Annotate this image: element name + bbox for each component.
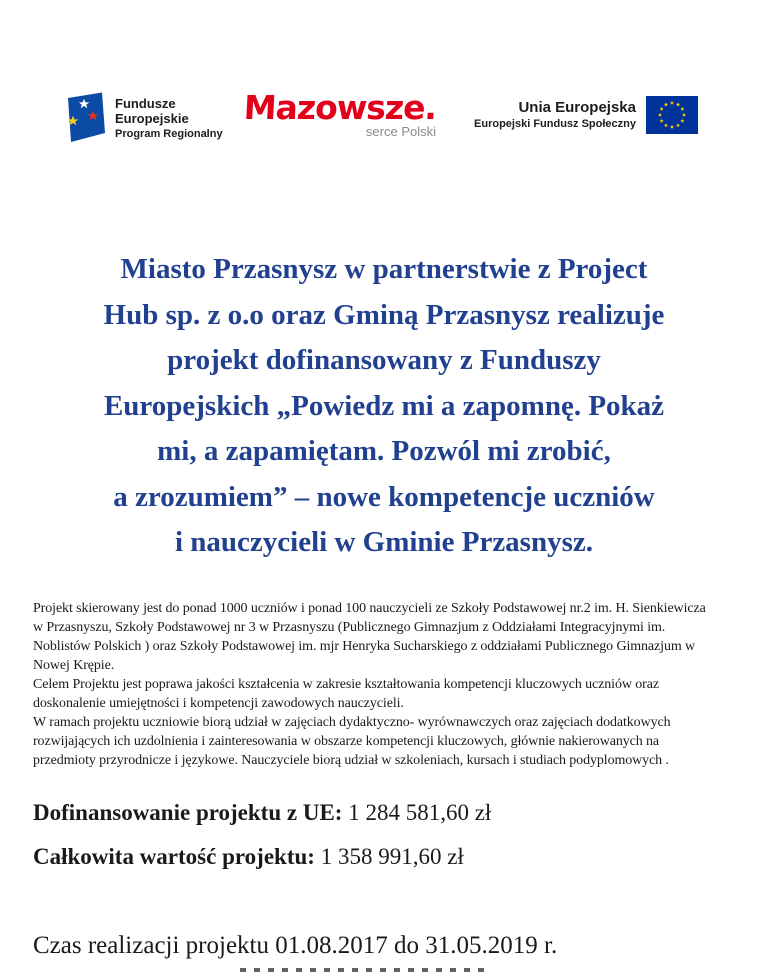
fundusze-europejskie-flag-icon [60, 92, 106, 144]
description-line: Projekt skierowany jest do ponad 1000 uczniów i ponad 100 nauczycieli ze Szkoły Podstawowej nr.2 im. H. Sienkiewicza [33, 601, 706, 616]
unia-line1: Unia Europejska [518, 99, 636, 116]
project-description [33, 599, 745, 770]
total-value-label: Całkowita wartość projektu: [33, 844, 315, 869]
total-value-value: 1 358 991,60 zł [314, 844, 464, 869]
eu-funding-line [33, 800, 491, 826]
description-line: Nowej Krępie. [33, 658, 115, 673]
description-line: w Przasnyszu, Szkoły Podstawowej nr 3 w Przasnyszu (Publicznego Gimnazjum z Oddziałami Integracyjnymi im. [33, 620, 666, 635]
unia-line2: Europejski Fundusz Społeczny [474, 118, 636, 130]
title-line: Miasto Przasnysz w partnerstwie z Project [120, 253, 648, 285]
title-line: i nauczycieli w Gminie Przasnysz. [174, 526, 594, 558]
page-title [0, 247, 768, 566]
mazowsze-wordmark: Mazowsze. [242, 88, 438, 127]
unia-europejska-text [474, 99, 636, 130]
title-line: projekt dofinansowany z Funduszy [167, 344, 601, 376]
fundusze-line1: Fundusze [115, 96, 176, 111]
fundusze-europejskie-text [115, 96, 223, 140]
fundusze-line3: Program Regionalny [115, 128, 223, 140]
description-line: doskonalenie umiejętności i kompetencji zawodowych nauczycieli. [33, 696, 404, 711]
title-line: mi, a zapamiętam. Pozwól mi zrobić, [157, 435, 611, 467]
description-line: przedmioty przyrodnicze i językowe. Nauczyciele biorą udział w szkoleniach, kursach i studiach podyplomowych . [33, 753, 669, 768]
eu-funding-value: 1 284 581,60 zł [342, 800, 492, 825]
logo-unia-europejska [474, 96, 698, 134]
total-value-line [33, 844, 464, 870]
logo-mazowsze [230, 90, 450, 139]
eu-funding-label: Dofinansowanie projektu z UE: [33, 800, 343, 825]
description-line: W ramach projektu uczniowie biorą udział w zajęciach dydaktyczno- wyrównawczych oraz zajęciach dodatkowych [33, 715, 671, 730]
fundusze-line2: Europejskie [115, 111, 189, 126]
description-line: Celem Projektu jest poprawa jakości kształcenia w zakresie kształtowania kompetencji kluczowych uczniów oraz [33, 677, 659, 692]
project-duration: Czas realizacji projektu 01.08.2017 do 31.05.2019 r. [33, 932, 558, 959]
title-line: Hub sp. z o.o oraz Gminą Przasnysz realizuje [103, 298, 665, 331]
eu-flag-icon [646, 96, 698, 134]
clipped-next-line-fragment [240, 968, 490, 972]
mazowsze-tagline: serce Polski [365, 124, 436, 139]
description-line: rozwijających ich uzdolnienia i zainteresowania w obszarze kompetencji kluczowych, głównie nakierowanych na [33, 734, 660, 749]
logo-fundusze-europejskie [60, 92, 223, 144]
title-line: Europejskich „Powiedz mi a zapomnę. Pokaż [103, 389, 665, 422]
title-line: a zrozumiem” – nowe kompetencje uczniów [113, 480, 655, 513]
description-line: Noblistów Polskich ) oraz Szkoły Podstawowej im. mjr Henryka Sucharskiego z oddziałami Publicznego Gimnazjum w [33, 639, 696, 654]
